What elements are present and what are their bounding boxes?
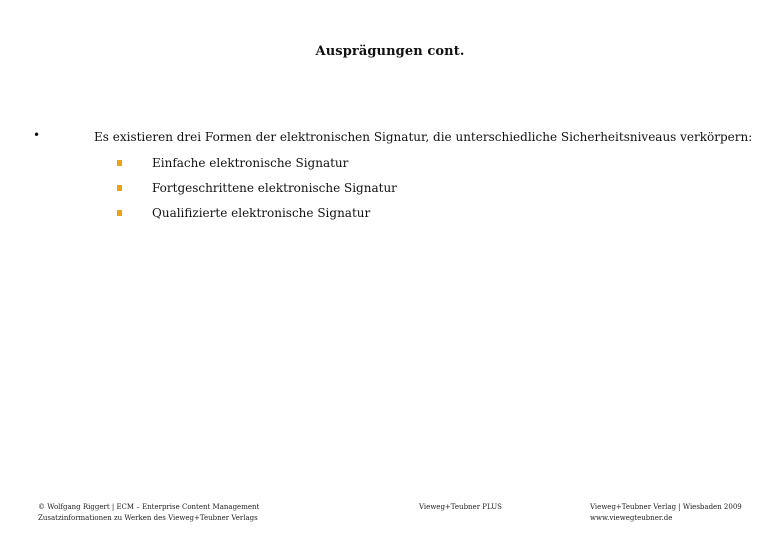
sub-bullet-text: Einfache elektronische Signatur — [152, 156, 349, 170]
slide-title: Ausprägungen cont. — [315, 44, 465, 59]
main-bullet-text: Es existieren drei Formen der elektronischen Signatur, die unterschiedliche Sicherheitsniveaus verkörpern: — [94, 130, 753, 144]
square-bullet-icon — [117, 185, 122, 191]
footer-left — [38, 502, 259, 524]
footer-center — [419, 502, 502, 513]
footer-series: Vieweg+Teubner PLUS — [419, 503, 502, 511]
main-bullet-marker: • — [33, 128, 41, 142]
footer-url[interactable]: www.viewegteubner.de — [590, 514, 673, 522]
footer-note: Zusatzinformationen zu Werken des Vieweg+Teubner Verlags — [38, 514, 258, 522]
sub-bullet-item — [117, 156, 348, 170]
sub-bullet-item — [117, 181, 397, 195]
sub-bullet-text: Fortgeschrittene elektronische Signatur — [152, 181, 397, 195]
square-bullet-icon — [117, 160, 122, 166]
footer-copyright: © Wolfgang Riggert | ECM – Enterprise Content Management — [38, 503, 260, 511]
footer-right — [590, 502, 742, 524]
sub-bullet-text: Qualifizierte elektronische Signatur — [152, 206, 371, 220]
square-bullet-icon — [117, 210, 122, 216]
sub-bullet-item — [117, 206, 370, 220]
footer-publisher: Vieweg+Teubner Verlag | Wiesbaden 2009 — [590, 503, 742, 511]
